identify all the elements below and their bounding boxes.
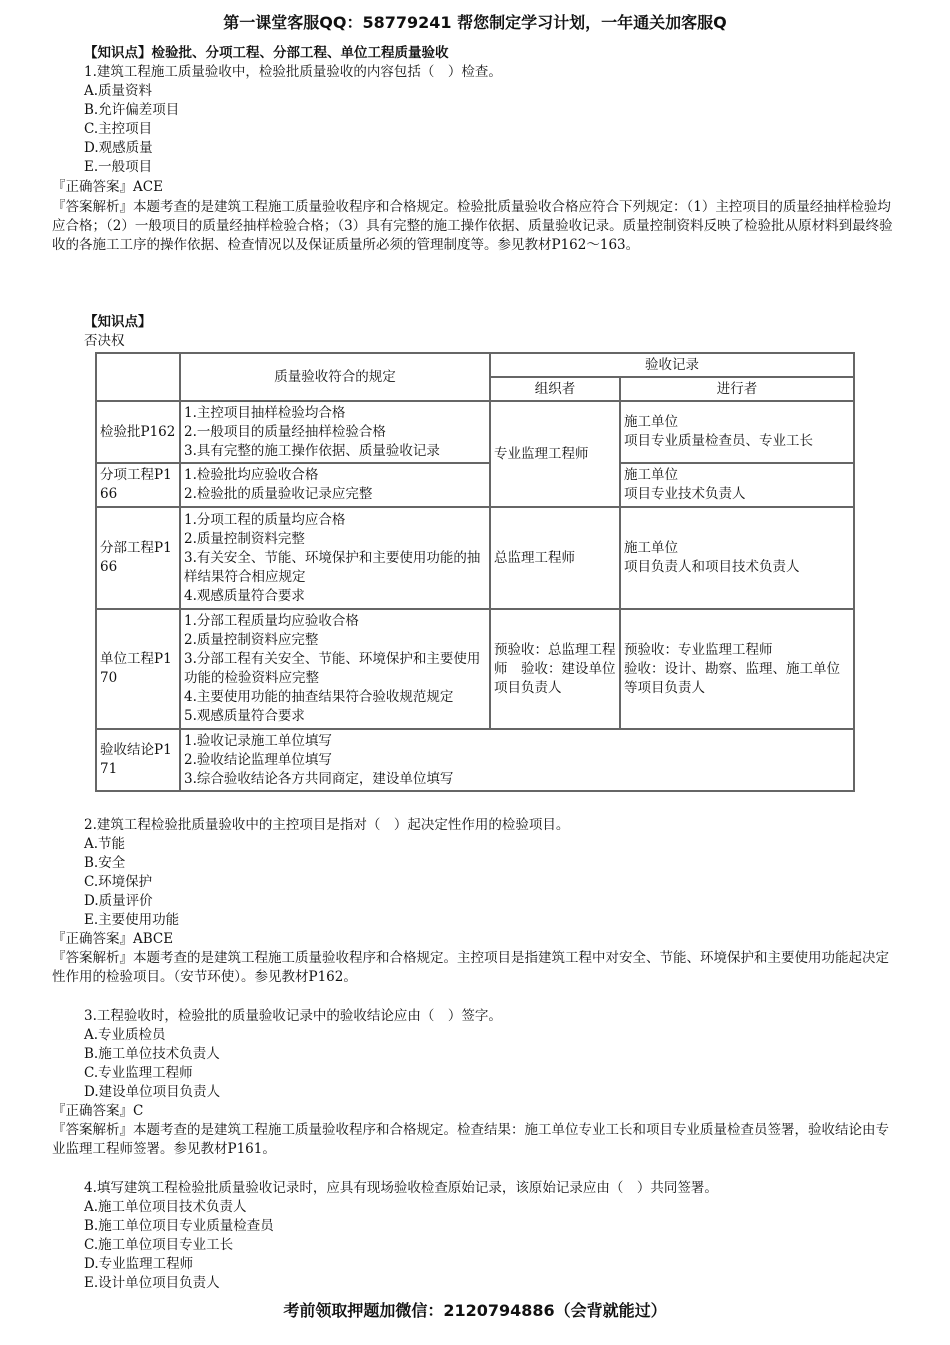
option-d: D.建设单位项目负责人 bbox=[84, 1084, 221, 1100]
rule-item: 2.质量控制资料完整 bbox=[184, 530, 305, 547]
option-c: C.环境保护 bbox=[84, 874, 153, 890]
option-e: E.主要使用功能 bbox=[84, 912, 180, 928]
answer: 『正确答案』C bbox=[52, 1103, 144, 1119]
organizer-cell: 预验收：总监理工程师 验收：建设单位项目负责人 bbox=[490, 609, 620, 729]
executor-line: 项目专业技术负责人 bbox=[624, 486, 746, 502]
table-header-executor: 进行者 bbox=[620, 377, 854, 401]
rule-item: 1.检验批均应验收合格 bbox=[184, 467, 319, 483]
acceptance-table bbox=[95, 352, 855, 792]
table-header-blank bbox=[96, 353, 180, 401]
row-name: 验收结论P171 bbox=[96, 729, 180, 791]
executor-line: 项目负责人和项目技术负责人 bbox=[624, 559, 800, 575]
footer-banner: 考前领取押题加微信：2120794886（会背就能过） bbox=[283, 1301, 667, 1320]
option-b: B.施工单位技术负责人 bbox=[84, 1046, 220, 1062]
row-name: 检验批P162 bbox=[96, 401, 180, 463]
rule-item: 4.主要使用功能的抽查结果符合验收规范规定 bbox=[184, 689, 454, 705]
knowledge-point-title: 【知识点】检验批、分项工程、分部工程、单位工程质量验收 bbox=[84, 45, 449, 61]
table-row bbox=[96, 609, 854, 729]
option-b: B.施工单位项目专业质量检查员 bbox=[84, 1218, 274, 1234]
option-b: B.允许偏差项目 bbox=[84, 102, 180, 118]
rule-item: 1.主控项目抽样检验均合格 bbox=[184, 404, 346, 421]
executor-line: 施工单位 bbox=[624, 414, 678, 430]
option-e: E.一般项目 bbox=[84, 159, 153, 175]
rule-item: 3.具有完整的施工操作依据、质量验收记录 bbox=[184, 442, 440, 459]
option-a: A.施工单位项目技术负责人 bbox=[84, 1199, 247, 1215]
option-e: E.设计单位项目负责人 bbox=[84, 1275, 220, 1291]
analysis: 『答案解析』本题考查的是建筑工程施工质量验收程序和合格规定。检查结果：施工单位专业工长和项目专业质量检查员签署，验收结论由专业监理工程师签署。参见教材P161。 bbox=[52, 1122, 889, 1157]
rule-item: 2.检验批的质量验收记录应完整 bbox=[184, 486, 373, 502]
rule-item: 2.验收结论监理单位填写 bbox=[184, 751, 332, 768]
knowledge-point-subtitle: 否决权 bbox=[84, 333, 125, 349]
rule-item: 1.分项工程的质量均应合格 bbox=[184, 511, 346, 528]
option-c: C.施工单位项目专业工长 bbox=[84, 1237, 234, 1253]
executor-line: 验收：设计、勘察、监理、施工单位等项目负责人 bbox=[624, 660, 840, 696]
knowledge-point-title-2: 【知识点】 bbox=[84, 314, 152, 330]
table-header-organizer: 组织者 bbox=[490, 377, 620, 401]
organizer-cell: 总监理工程师 bbox=[490, 507, 620, 609]
option-a: A.节能 bbox=[84, 836, 126, 852]
option-d: D.专业监理工程师 bbox=[84, 1256, 194, 1272]
answer: 『正确答案』ABCE bbox=[52, 931, 174, 947]
executor-line: 项目专业质量检查员、专业工长 bbox=[624, 433, 813, 449]
rule-item: 1.验收记录施工单位填写 bbox=[184, 732, 332, 749]
analysis: 『答案解析』本题考查的是建筑工程施工质量验收程序和合格规定。主控项目是指建筑工程中对安全、节能、环境保护和主要使用功能起决定性作用的检验项目。（安节环使）。参见教材P162。 bbox=[52, 950, 889, 985]
table-header-rules: 质量验收符合的规定 bbox=[180, 353, 490, 401]
option-c: C.主控项目 bbox=[84, 121, 153, 137]
row-name: 单位工程P170 bbox=[96, 609, 180, 729]
option-a: A.质量资料 bbox=[84, 83, 153, 99]
rule-item: 3.有关安全、节能、环境保护和主要使用功能的抽样结果符合相应规定 bbox=[184, 549, 481, 585]
table-row bbox=[96, 729, 854, 791]
option-a: A.专业质检员 bbox=[84, 1027, 166, 1043]
question-1-stem: 1.建筑工程施工质量验收中，检验批质量验收的内容包括（ ）检查。 bbox=[84, 64, 502, 80]
table-row bbox=[96, 401, 854, 463]
option-b: B.安全 bbox=[84, 855, 126, 871]
row-name: 分部工程P166 bbox=[96, 507, 180, 609]
analysis: 『答案解析』本题考查的是建筑工程施工质量验收程序和合格规定。检验批质量验收合格应符合下列规定：（1）主控项目的质量经抽样检验均应合格；（2）一般项目的质量经抽样检验合格；（3）具有完整的施工操作依据、质量验收记录。质量控制资料反映了检验批从原材料到最终验收的各施工工序的操作依据、检查情况以及保证质量所必须的管理制度等。参见教材P162～163。 bbox=[52, 199, 893, 253]
executor-line: 预验收：专业监理工程师 bbox=[624, 641, 773, 658]
table-row bbox=[96, 463, 854, 507]
option-d: D.观感质量 bbox=[84, 140, 153, 156]
rule-item: 1.分部工程质量均应验收合格 bbox=[184, 613, 359, 629]
table-header-record: 验收记录 bbox=[490, 353, 854, 377]
rule-item: 4.观感质量符合要求 bbox=[184, 587, 305, 604]
answer: 『正确答案』ACE bbox=[52, 179, 163, 195]
organizer-cell: 专业监理工程师 bbox=[490, 401, 620, 507]
executor-line: 施工单位 bbox=[624, 540, 678, 556]
question-2-stem: 2.建筑工程检验批质量验收中的主控项目是指对（ ）起决定性作用的检验项目。 bbox=[84, 817, 570, 833]
rule-item: 2.一般项目的质量经抽样检验合格 bbox=[184, 423, 386, 440]
option-d: D.质量评价 bbox=[84, 893, 153, 909]
executor-line: 施工单位 bbox=[624, 467, 678, 483]
rule-item: 3.分部工程有关安全、节能、环境保护和主要使用功能的检验资料应完整 bbox=[184, 651, 481, 686]
table-row bbox=[96, 507, 854, 609]
rule-item: 5.观感质量符合要求 bbox=[184, 708, 305, 724]
rule-item: 3.综合验收结论各方共同商定，建设单位填写 bbox=[184, 770, 454, 787]
header-banner: 第一课堂客服QQ：58779241 帮您制定学习计划，一年通关加客服Q bbox=[223, 13, 727, 32]
option-c: C.专业监理工程师 bbox=[84, 1065, 193, 1081]
rule-item: 2.质量控制资料应完整 bbox=[184, 632, 319, 648]
question-4-stem: 4.填写建筑工程检验批质量验收记录时，应具有现场验收检查原始记录，该原始记录应由（ ）共同签署。 bbox=[84, 1180, 718, 1196]
row-name: 分项工程P166 bbox=[96, 463, 180, 507]
question-3-stem: 3.工程验收时，检验批的质量验收记录中的验收结论应由（ ）签字。 bbox=[84, 1008, 502, 1024]
